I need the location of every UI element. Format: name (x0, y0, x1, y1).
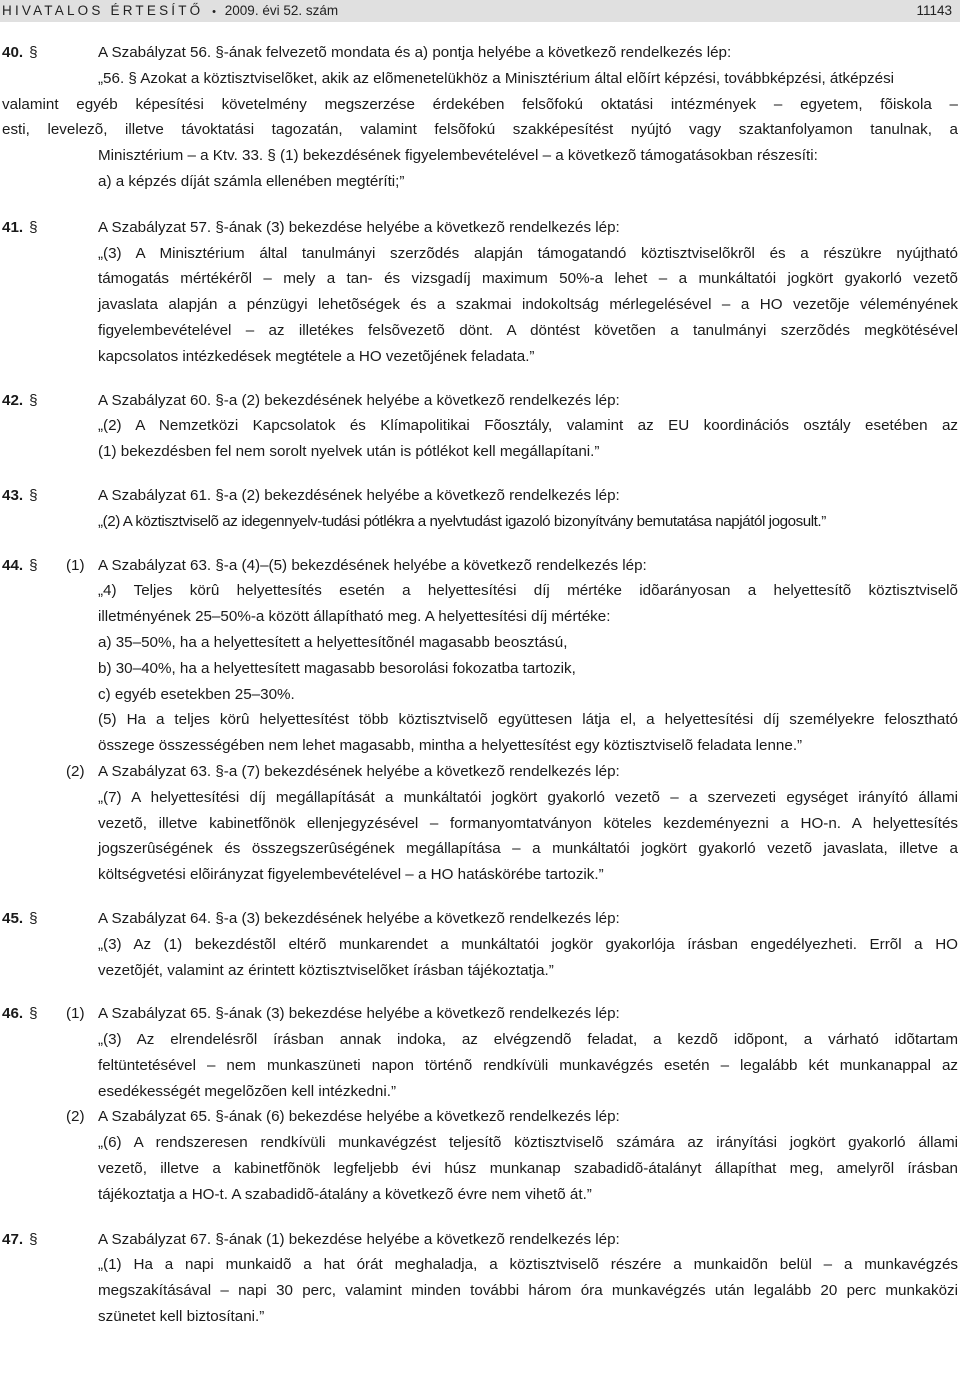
amendment-line: esedékességét megelõzõen kell intézkedni.” (98, 1082, 397, 1100)
intro-text: A Szabályzat 57. §-ának (3) bekezdése helyébe a következõ rendelkezés lép: (98, 218, 620, 236)
amendment-line: összege összességében nem lehet magasabb, mintha a helyettesítést egy köztisztviselõ feladata lenne.” (98, 737, 803, 755)
document-body (2, 40, 958, 1330)
amendment-line: „(1) Ha a napi munkaidõ a hat órát meghaladja, a köztisztviselõ részére a munkaidõn belül – a munkavégzés (98, 1256, 958, 1274)
section-sign: § (29, 556, 38, 574)
amendment-line: a) a képzés díját számla ellenében megtéríti;” (98, 172, 405, 190)
amendment-line: illetményének 25–50%-a között állapítható meg. A helyettesítési díj mértéke: (98, 608, 611, 626)
amendment-line: támogatás mértékérõl – mely a tan- és vizsgadíj maximum 50%-a lehet – a munkáltatói jogkört gyakorló vezetõ (98, 270, 958, 288)
amendment-line: (5) Ha a teljes körû helyettesítést több köztisztviselõ együttesen látja el, a helyettesítési díj személyekre felosztható (98, 711, 958, 729)
amendment-line: „(2) A Nemzetközi Kapcsolatok és Klímapolitikai Fõosztály, valamint az EU koordinációs osztály esetében az (98, 417, 958, 435)
point-43 (2, 483, 958, 535)
subpoint-1 (66, 553, 958, 759)
amendment-line: szünetet kell biztosítani.” (98, 1308, 265, 1326)
section-sign: § (29, 1005, 38, 1023)
page-number: 11143 (916, 3, 952, 18)
point-number: 45. (2, 909, 24, 927)
point-45 (2, 906, 958, 983)
point-41 (2, 215, 958, 370)
subpoint-number: (1) (66, 1005, 85, 1023)
point-42 (2, 388, 958, 465)
amendment-line: a) 35–50%, ha a helyettesített a helyettesítõnél magasabb beosztású, (98, 633, 568, 651)
amendment-line: vezetõ, illetve a kabinetfõnök legfeljebb évi húsz munkanap szabadidõ-átalányt állapíthat meg, amelyrõl írásban (98, 1160, 958, 1178)
intro-text: A Szabályzat 61. §-a (2) bekezdésének helyébe a következõ rendelkezés lép: (98, 486, 620, 504)
point-44 (2, 553, 958, 888)
amendment-line: „(7) A helyettesítési díj megállapítását a munkáltatói jogkört gyakorló vezetõ – a szervezeti egységet irányító állami (98, 788, 958, 806)
subpoint-number: (2) (66, 762, 85, 780)
amendment-line: c) egyéb esetekben 25–30%. (98, 685, 295, 703)
section-sign: § (29, 1230, 38, 1248)
point-number: 42. (2, 391, 24, 409)
point-number: 40. (2, 44, 24, 61)
amendment-line: feltüntetésével – nem munkaszüneti napon történõ rendkívüli munkavégzés esetén – legalább két munkanappal az (98, 1056, 958, 1074)
amendment-line: valamint egyéb képesítési követelmény megszerzése érdekében felsõfokú oktatási intézmények – egyetem, fõiskola – (2, 95, 958, 113)
intro-text: A Szabályzat 56. §-ának felvezetõ mondata és a) pontja helyébe a következõ rendelkezés lép: (98, 44, 732, 61)
section-sign: § (29, 391, 38, 409)
subpoint-2 (66, 759, 958, 888)
point-number: 47. (2, 1230, 24, 1248)
point-47 (2, 1227, 958, 1330)
amendment-line: „(6) A rendszeresen rendkívüli munkavégzést teljesítõ köztisztviselõ számára az irányítási jogkört gyakorló állami (98, 1134, 958, 1152)
intro-text: A Szabályzat 64. §-a (3) bekezdésének helyébe a következõ rendelkezés lép: (98, 909, 620, 927)
point-number: 41. (2, 218, 24, 236)
section-sign: § (29, 218, 38, 236)
point-number: 43. (2, 486, 24, 504)
amendment-line: „(2) A köztisztviselõ az idegennyelv-tudási pótlékra a nyelvtudást igazoló bizonyítvány bemutatása napjától jogosult.” (98, 512, 826, 530)
amendment-line: „(3) A Minisztérium által tanulmányi szerzõdés alapján támogatandó köztisztviselõkrõl és a részükre nyújtható (98, 244, 958, 262)
point-46 (2, 1001, 958, 1207)
intro-text: A Szabályzat 65. §-ának (3) bekezdése helyébe a következõ rendelkezés lép: (98, 1005, 620, 1023)
point-number: 46. (2, 1005, 24, 1023)
subpoint-2 (66, 1104, 958, 1207)
amendment-line: költségvetési elõirányzat figyelembevételével – a HO hatáskörébe tartozik.” (98, 866, 604, 884)
intro-text: A Szabályzat 63. §-a (7) bekezdésének helyébe a következõ rendelkezés lép: (98, 762, 620, 780)
section-sign: § (29, 909, 38, 927)
journal-title: HIVATALOS ÉRTESÍTŐ (2, 3, 204, 18)
point-40 (2, 40, 958, 195)
subpoint-number: (1) (66, 556, 85, 574)
running-header (0, 0, 960, 22)
intro-text: A Szabályzat 65. §-ának (6) bekezdése helyébe a következõ rendelkezés lép: (98, 1108, 620, 1126)
amendment-line: figyelembevételével – az illetékes felsõvezetõ dönt. A döntést követõen a tanulmányi szerzõdés megkötésével (98, 321, 958, 339)
section-sign: § (29, 486, 38, 504)
amendment-line: kapcsolatos intézkedések megtétele a HO vezetõjének feladata.” (98, 347, 535, 365)
running-title-group (2, 0, 338, 23)
amendment-line: jogszerûségének és összegszerûségének megállapítása – a munkáltatói jogkört gyakorló vezetõ javaslata, illetve a (98, 840, 958, 858)
issue-label: 2009. évi 52. szám (224, 3, 339, 18)
point-number: 44. (2, 556, 24, 574)
amendment-line: vezetõjét, valamint az érintett köztisztviselõket írásban tájékoztatja.” (98, 961, 554, 979)
subpoint-1 (66, 1001, 958, 1104)
intro-text: A Szabályzat 67. §-ának (1) bekezdése helyébe a következõ rendelkezés lép: (98, 1230, 620, 1248)
intro-text: A Szabályzat 60. §-a (2) bekezdésének helyébe a következõ rendelkezés lép: (98, 391, 620, 409)
subpoint-number: (2) (66, 1108, 85, 1126)
amendment-line: „56. § Azokat a köztisztviselõket, akik az elõmenetelükhöz a Minisztérium által elõírt képzési, továbbképzési, átképzési (98, 69, 895, 87)
section-sign: § (29, 44, 38, 61)
bullet-separator: • (212, 6, 217, 18)
amendment-line: megszakításával – napi 30 perc, valamint minden további három óra munkavégzés után legalább 20 perc munkaközi (98, 1282, 958, 1300)
amendment-line: Minisztérium – a Ktv. 33. § (1) bekezdésének figyelembevételével – a következõ támogatásokban részesíti: (98, 147, 818, 165)
amendment-line: „4) Teljes körû helyettesítés esetén a helyettesítési díj mértéke idõarányosan a helyettesítõ köztisztviselõ (98, 582, 958, 600)
amendment-line: b) 30–40%, ha a helyettesített magasabb besorolási fokozatba tartozik, (98, 659, 576, 677)
amendment-line: javaslata alapján a pénzügyi lehetõségek és a szakmai indokoltság mérlegelésével – a HO vezetõje véleményének (98, 296, 958, 314)
amendment-line: esti, levelezõ, illetve távoktatási tagozatán, valamint felsõfokú szakképesítést nyújtó vagy szaktanfolyamon tanulnak, a (2, 121, 958, 139)
amendment-line: „(3) Az elrendelésrõl írásban annak indoka, az elvégzendõ feladat, a kezdõ idõpont, a várható idõtartam (98, 1031, 958, 1049)
amendment-line: „(3) Az (1) bekezdéstõl eltérõ munkarendet a munkáltatói jogkör gyakorlója írásban engedélyezheti. Errõl a HO (98, 935, 958, 953)
amendment-line: tájékoztatja a HO-t. A szabadidõ-átalány a következõ évre nem vihetõ át.” (98, 1185, 592, 1203)
amendment-line: (1) bekezdésben fel nem sorolt nyelvek után is pótlékot kell megállapítani.” (98, 443, 600, 461)
amendment-line: vezetõ, illetve kabinetfõnök ellenjegyzésével – formanyomtatványon köteles kezdeményezni a HO-n. A helyettesítés (98, 814, 958, 832)
intro-text: A Szabályzat 63. §-a (4)–(5) bekezdésének helyébe a következõ rendelkezés lép: (98, 556, 647, 574)
